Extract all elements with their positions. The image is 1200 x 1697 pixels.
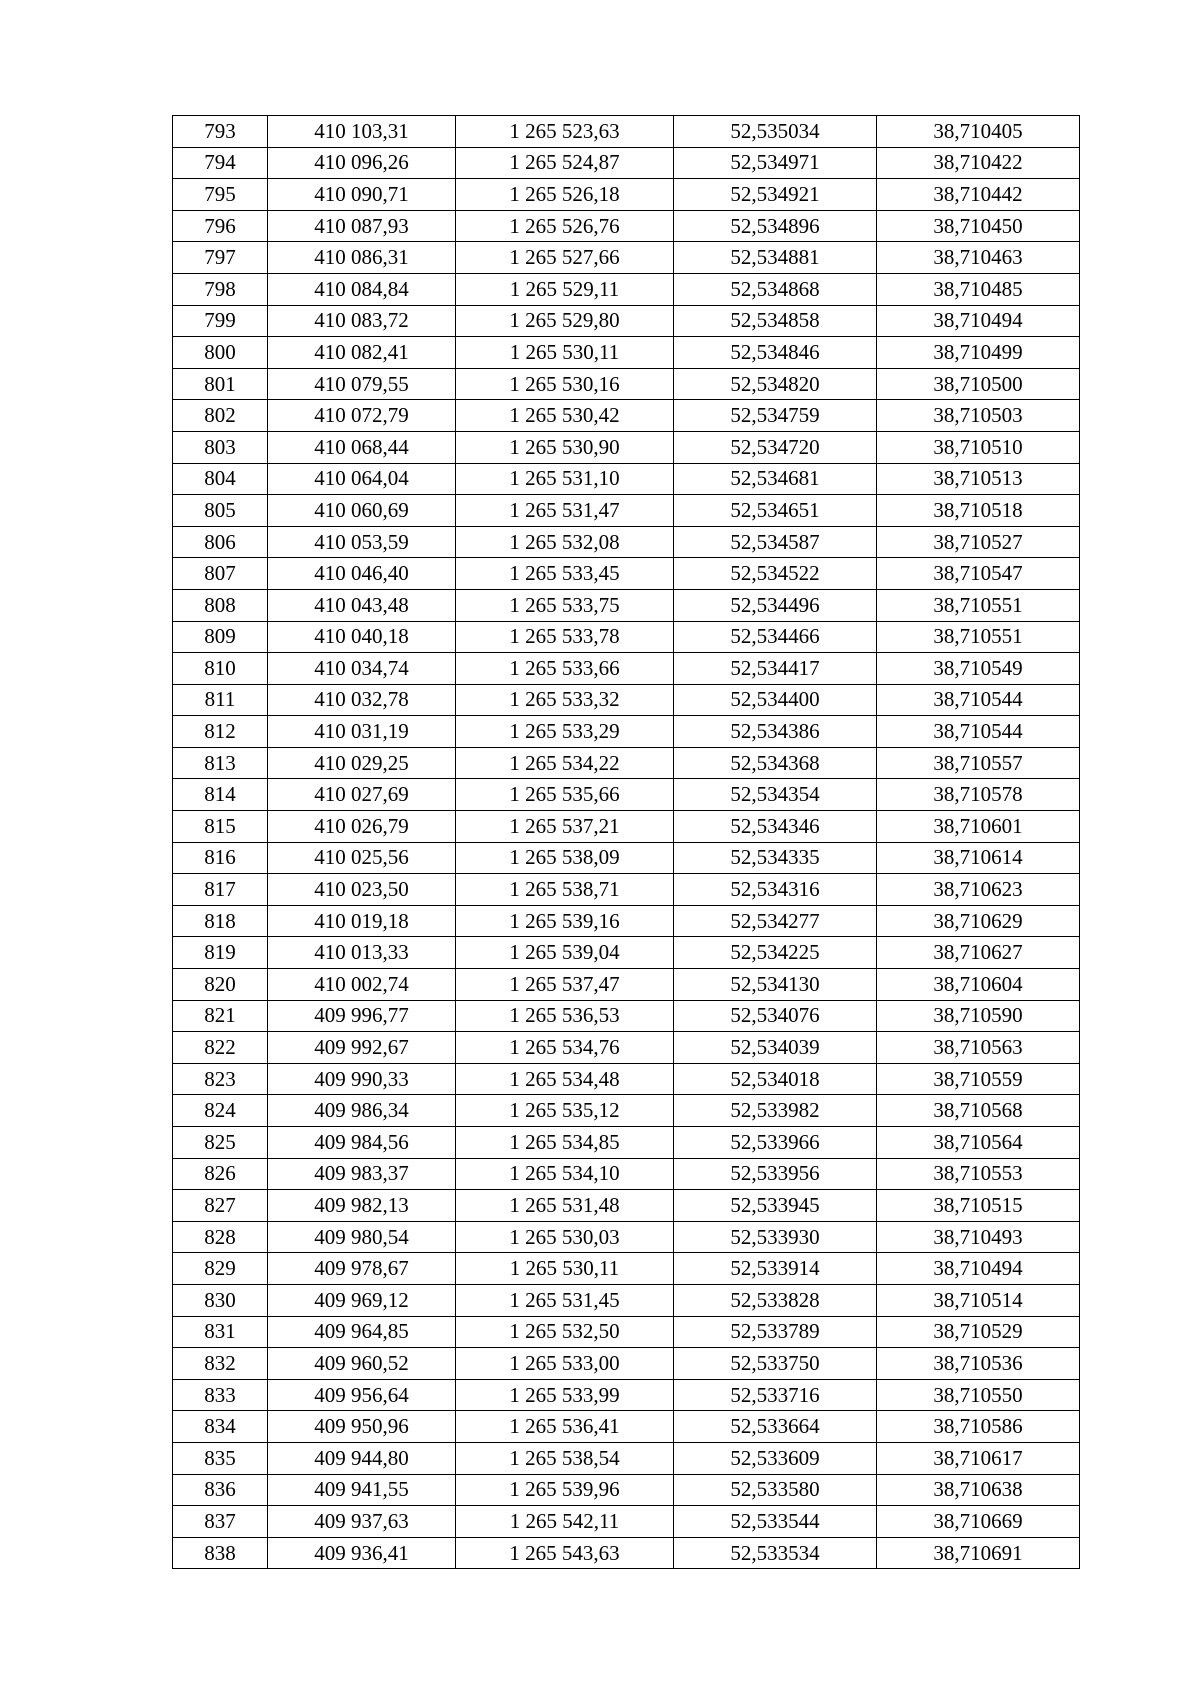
- table-row: [173, 1221, 1080, 1253]
- table-row: [173, 969, 1080, 1001]
- y-coordinate-cell: 1 265 533,66: [456, 653, 674, 685]
- latitude-cell: 52,534971: [674, 147, 877, 179]
- y-coordinate-cell: 1 265 538,71: [456, 874, 674, 906]
- longitude-cell: 38,710536: [877, 1348, 1080, 1380]
- point-number-cell: 811: [173, 684, 268, 716]
- point-number-cell: 815: [173, 811, 268, 843]
- table-row: [173, 116, 1080, 148]
- longitude-cell: 38,710450: [877, 210, 1080, 242]
- y-coordinate-cell: 1 265 529,11: [456, 273, 674, 305]
- x-coordinate-cell: 410 053,59: [268, 526, 456, 558]
- latitude-cell: 52,533580: [674, 1474, 877, 1506]
- point-number-cell: 795: [173, 179, 268, 211]
- table-row: [173, 210, 1080, 242]
- y-coordinate-cell: 1 265 532,08: [456, 526, 674, 558]
- latitude-cell: 52,533930: [674, 1221, 877, 1253]
- latitude-cell: 52,533956: [674, 1158, 877, 1190]
- latitude-cell: 52,533789: [674, 1316, 877, 1348]
- table-row: [173, 1190, 1080, 1222]
- latitude-cell: 52,534386: [674, 716, 877, 748]
- longitude-cell: 38,710529: [877, 1316, 1080, 1348]
- latitude-cell: 52,534881: [674, 242, 877, 274]
- x-coordinate-cell: 409 982,13: [268, 1190, 456, 1222]
- longitude-cell: 38,710485: [877, 273, 1080, 305]
- y-coordinate-cell: 1 265 534,22: [456, 747, 674, 779]
- y-coordinate-cell: 1 265 542,11: [456, 1506, 674, 1538]
- longitude-cell: 38,710422: [877, 147, 1080, 179]
- y-coordinate-cell: 1 265 536,41: [456, 1411, 674, 1443]
- latitude-cell: 52,534846: [674, 337, 877, 369]
- point-number-cell: 824: [173, 1095, 268, 1127]
- table-row: [173, 1253, 1080, 1285]
- table-row: [173, 526, 1080, 558]
- table-row: [173, 1537, 1080, 1569]
- point-number-cell: 825: [173, 1127, 268, 1159]
- x-coordinate-cell: 410 064,04: [268, 463, 456, 495]
- table-row: [173, 1284, 1080, 1316]
- x-coordinate-cell: 409 978,67: [268, 1253, 456, 1285]
- point-number-cell: 814: [173, 779, 268, 811]
- longitude-cell: 38,710590: [877, 1000, 1080, 1032]
- latitude-cell: 52,533534: [674, 1537, 877, 1569]
- point-number-cell: 796: [173, 210, 268, 242]
- longitude-cell: 38,710513: [877, 463, 1080, 495]
- longitude-cell: 38,710614: [877, 842, 1080, 874]
- longitude-cell: 38,710669: [877, 1506, 1080, 1538]
- y-coordinate-cell: 1 265 539,16: [456, 905, 674, 937]
- point-number-cell: 806: [173, 526, 268, 558]
- y-coordinate-cell: 1 265 535,66: [456, 779, 674, 811]
- y-coordinate-cell: 1 265 530,11: [456, 337, 674, 369]
- longitude-cell: 38,710442: [877, 179, 1080, 211]
- x-coordinate-cell: 410 096,26: [268, 147, 456, 179]
- table-row: [173, 1032, 1080, 1064]
- y-coordinate-cell: 1 265 530,11: [456, 1253, 674, 1285]
- y-coordinate-cell: 1 265 524,87: [456, 147, 674, 179]
- y-coordinate-cell: 1 265 537,21: [456, 811, 674, 843]
- latitude-cell: 52,534858: [674, 305, 877, 337]
- y-coordinate-cell: 1 265 536,53: [456, 1000, 674, 1032]
- latitude-cell: 52,534681: [674, 463, 877, 495]
- longitude-cell: 38,710503: [877, 400, 1080, 432]
- longitude-cell: 38,710563: [877, 1032, 1080, 1064]
- table-row: [173, 1095, 1080, 1127]
- longitude-cell: 38,710499: [877, 337, 1080, 369]
- table-row: [173, 1506, 1080, 1538]
- y-coordinate-cell: 1 265 526,76: [456, 210, 674, 242]
- point-number-cell: 817: [173, 874, 268, 906]
- latitude-cell: 52,533716: [674, 1379, 877, 1411]
- x-coordinate-cell: 410 090,71: [268, 179, 456, 211]
- table-row: [173, 147, 1080, 179]
- latitude-cell: 52,533982: [674, 1095, 877, 1127]
- longitude-cell: 38,710553: [877, 1158, 1080, 1190]
- table-row: [173, 337, 1080, 369]
- longitude-cell: 38,710629: [877, 905, 1080, 937]
- longitude-cell: 38,710627: [877, 937, 1080, 969]
- x-coordinate-cell: 409 950,96: [268, 1411, 456, 1443]
- y-coordinate-cell: 1 265 533,32: [456, 684, 674, 716]
- table-row: [173, 589, 1080, 621]
- longitude-cell: 38,710623: [877, 874, 1080, 906]
- point-number-cell: 832: [173, 1348, 268, 1380]
- latitude-cell: 52,533828: [674, 1284, 877, 1316]
- x-coordinate-cell: 410 060,69: [268, 495, 456, 527]
- longitude-cell: 38,710494: [877, 1253, 1080, 1285]
- table-row: [173, 842, 1080, 874]
- x-coordinate-cell: 410 087,93: [268, 210, 456, 242]
- x-coordinate-cell: 409 992,67: [268, 1032, 456, 1064]
- x-coordinate-cell: 409 937,63: [268, 1506, 456, 1538]
- latitude-cell: 52,534225: [674, 937, 877, 969]
- table-row: [173, 905, 1080, 937]
- x-coordinate-cell: 410 002,74: [268, 969, 456, 1001]
- latitude-cell: 52,534039: [674, 1032, 877, 1064]
- y-coordinate-cell: 1 265 523,63: [456, 116, 674, 148]
- coordinates-table-body: [173, 116, 1080, 1569]
- longitude-cell: 38,710601: [877, 811, 1080, 843]
- x-coordinate-cell: 409 960,52: [268, 1348, 456, 1380]
- x-coordinate-cell: 409 996,77: [268, 1000, 456, 1032]
- point-number-cell: 819: [173, 937, 268, 969]
- y-coordinate-cell: 1 265 529,80: [456, 305, 674, 337]
- table-row: [173, 1000, 1080, 1032]
- longitude-cell: 38,710493: [877, 1221, 1080, 1253]
- x-coordinate-cell: 410 084,84: [268, 273, 456, 305]
- table-row: [173, 1442, 1080, 1474]
- point-number-cell: 807: [173, 558, 268, 590]
- longitude-cell: 38,710527: [877, 526, 1080, 558]
- x-coordinate-cell: 410 027,69: [268, 779, 456, 811]
- x-coordinate-cell: 410 086,31: [268, 242, 456, 274]
- longitude-cell: 38,710568: [877, 1095, 1080, 1127]
- x-coordinate-cell: 409 969,12: [268, 1284, 456, 1316]
- table-row: [173, 400, 1080, 432]
- point-number-cell: 836: [173, 1474, 268, 1506]
- latitude-cell: 52,534417: [674, 653, 877, 685]
- table-row: [173, 179, 1080, 211]
- x-coordinate-cell: 410 026,79: [268, 811, 456, 843]
- latitude-cell: 52,534018: [674, 1063, 877, 1095]
- longitude-cell: 38,710515: [877, 1190, 1080, 1222]
- latitude-cell: 52,533914: [674, 1253, 877, 1285]
- x-coordinate-cell: 409 983,37: [268, 1158, 456, 1190]
- y-coordinate-cell: 1 265 533,45: [456, 558, 674, 590]
- point-number-cell: 802: [173, 400, 268, 432]
- y-coordinate-cell: 1 265 535,12: [456, 1095, 674, 1127]
- latitude-cell: 52,535034: [674, 116, 877, 148]
- longitude-cell: 38,710494: [877, 305, 1080, 337]
- table-row: [173, 779, 1080, 811]
- point-number-cell: 813: [173, 747, 268, 779]
- y-coordinate-cell: 1 265 532,50: [456, 1316, 674, 1348]
- y-coordinate-cell: 1 265 531,45: [456, 1284, 674, 1316]
- table-row: [173, 1348, 1080, 1380]
- y-coordinate-cell: 1 265 537,47: [456, 969, 674, 1001]
- table-row: [173, 368, 1080, 400]
- longitude-cell: 38,710617: [877, 1442, 1080, 1474]
- latitude-cell: 52,534130: [674, 969, 877, 1001]
- table-row: [173, 621, 1080, 653]
- point-number-cell: 816: [173, 842, 268, 874]
- y-coordinate-cell: 1 265 531,47: [456, 495, 674, 527]
- x-coordinate-cell: 410 040,18: [268, 621, 456, 653]
- point-number-cell: 822: [173, 1032, 268, 1064]
- y-coordinate-cell: 1 265 530,03: [456, 1221, 674, 1253]
- y-coordinate-cell: 1 265 539,96: [456, 1474, 674, 1506]
- x-coordinate-cell: 410 072,79: [268, 400, 456, 432]
- point-number-cell: 829: [173, 1253, 268, 1285]
- x-coordinate-cell: 410 046,40: [268, 558, 456, 590]
- latitude-cell: 52,534277: [674, 905, 877, 937]
- table-row: [173, 1316, 1080, 1348]
- point-number-cell: 798: [173, 273, 268, 305]
- y-coordinate-cell: 1 265 526,18: [456, 179, 674, 211]
- y-coordinate-cell: 1 265 539,04: [456, 937, 674, 969]
- longitude-cell: 38,710510: [877, 431, 1080, 463]
- latitude-cell: 52,534368: [674, 747, 877, 779]
- point-number-cell: 820: [173, 969, 268, 1001]
- point-number-cell: 837: [173, 1506, 268, 1538]
- x-coordinate-cell: 410 025,56: [268, 842, 456, 874]
- x-coordinate-cell: 409 956,64: [268, 1379, 456, 1411]
- x-coordinate-cell: 409 964,85: [268, 1316, 456, 1348]
- x-coordinate-cell: 410 079,55: [268, 368, 456, 400]
- latitude-cell: 52,533945: [674, 1190, 877, 1222]
- y-coordinate-cell: 1 265 533,29: [456, 716, 674, 748]
- table-row: [173, 1063, 1080, 1095]
- table-row: [173, 716, 1080, 748]
- longitude-cell: 38,710550: [877, 1379, 1080, 1411]
- table-row: [173, 684, 1080, 716]
- latitude-cell: 52,533664: [674, 1411, 877, 1443]
- y-coordinate-cell: 1 265 533,00: [456, 1348, 674, 1380]
- longitude-cell: 38,710544: [877, 716, 1080, 748]
- x-coordinate-cell: 409 980,54: [268, 1221, 456, 1253]
- point-number-cell: 805: [173, 495, 268, 527]
- table-row: [173, 1411, 1080, 1443]
- point-number-cell: 809: [173, 621, 268, 653]
- y-coordinate-cell: 1 265 538,09: [456, 842, 674, 874]
- y-coordinate-cell: 1 265 533,78: [456, 621, 674, 653]
- x-coordinate-cell: 410 082,41: [268, 337, 456, 369]
- latitude-cell: 52,534466: [674, 621, 877, 653]
- y-coordinate-cell: 1 265 530,90: [456, 431, 674, 463]
- x-coordinate-cell: 410 083,72: [268, 305, 456, 337]
- latitude-cell: 52,533544: [674, 1506, 877, 1538]
- latitude-cell: 52,534346: [674, 811, 877, 843]
- x-coordinate-cell: 410 034,74: [268, 653, 456, 685]
- latitude-cell: 52,534651: [674, 495, 877, 527]
- latitude-cell: 52,533966: [674, 1127, 877, 1159]
- point-number-cell: 812: [173, 716, 268, 748]
- latitude-cell: 52,534820: [674, 368, 877, 400]
- x-coordinate-cell: 410 032,78: [268, 684, 456, 716]
- y-coordinate-cell: 1 265 534,76: [456, 1032, 674, 1064]
- longitude-cell: 38,710405: [877, 116, 1080, 148]
- point-number-cell: 818: [173, 905, 268, 937]
- table-row: [173, 1379, 1080, 1411]
- latitude-cell: 52,534759: [674, 400, 877, 432]
- table-row: [173, 653, 1080, 685]
- longitude-cell: 38,710559: [877, 1063, 1080, 1095]
- latitude-cell: 52,534868: [674, 273, 877, 305]
- point-number-cell: 828: [173, 1221, 268, 1253]
- longitude-cell: 38,710518: [877, 495, 1080, 527]
- table-row: [173, 463, 1080, 495]
- x-coordinate-cell: 410 023,50: [268, 874, 456, 906]
- table-row: [173, 1158, 1080, 1190]
- point-number-cell: 821: [173, 1000, 268, 1032]
- latitude-cell: 52,534316: [674, 874, 877, 906]
- point-number-cell: 833: [173, 1379, 268, 1411]
- point-number-cell: 803: [173, 431, 268, 463]
- y-coordinate-cell: 1 265 527,66: [456, 242, 674, 274]
- latitude-cell: 52,533750: [674, 1348, 877, 1380]
- longitude-cell: 38,710578: [877, 779, 1080, 811]
- longitude-cell: 38,710547: [877, 558, 1080, 590]
- y-coordinate-cell: 1 265 531,10: [456, 463, 674, 495]
- x-coordinate-cell: 410 031,19: [268, 716, 456, 748]
- y-coordinate-cell: 1 265 533,75: [456, 589, 674, 621]
- table-row: [173, 811, 1080, 843]
- table-row: [173, 305, 1080, 337]
- point-number-cell: 838: [173, 1537, 268, 1569]
- point-number-cell: 823: [173, 1063, 268, 1095]
- x-coordinate-cell: 409 986,34: [268, 1095, 456, 1127]
- table-row: [173, 273, 1080, 305]
- point-number-cell: 827: [173, 1190, 268, 1222]
- latitude-cell: 52,534522: [674, 558, 877, 590]
- x-coordinate-cell: 410 103,31: [268, 116, 456, 148]
- x-coordinate-cell: 410 013,33: [268, 937, 456, 969]
- latitude-cell: 52,534076: [674, 1000, 877, 1032]
- table-row: [173, 747, 1080, 779]
- y-coordinate-cell: 1 265 534,85: [456, 1127, 674, 1159]
- x-coordinate-cell: 409 941,55: [268, 1474, 456, 1506]
- longitude-cell: 38,710549: [877, 653, 1080, 685]
- x-coordinate-cell: 410 029,25: [268, 747, 456, 779]
- latitude-cell: 52,534896: [674, 210, 877, 242]
- longitude-cell: 38,710564: [877, 1127, 1080, 1159]
- longitude-cell: 38,710586: [877, 1411, 1080, 1443]
- table-row: [173, 431, 1080, 463]
- coordinates-table: [172, 115, 1080, 1569]
- table-row: [173, 242, 1080, 274]
- x-coordinate-cell: 409 944,80: [268, 1442, 456, 1474]
- latitude-cell: 52,534354: [674, 779, 877, 811]
- y-coordinate-cell: 1 265 531,48: [456, 1190, 674, 1222]
- x-coordinate-cell: 409 984,56: [268, 1127, 456, 1159]
- y-coordinate-cell: 1 265 538,54: [456, 1442, 674, 1474]
- latitude-cell: 52,534335: [674, 842, 877, 874]
- table-row: [173, 1474, 1080, 1506]
- longitude-cell: 38,710638: [877, 1474, 1080, 1506]
- point-number-cell: 810: [173, 653, 268, 685]
- point-number-cell: 826: [173, 1158, 268, 1190]
- table-row: [173, 558, 1080, 590]
- point-number-cell: 830: [173, 1284, 268, 1316]
- y-coordinate-cell: 1 265 530,16: [456, 368, 674, 400]
- point-number-cell: 793: [173, 116, 268, 148]
- point-number-cell: 801: [173, 368, 268, 400]
- point-number-cell: 799: [173, 305, 268, 337]
- longitude-cell: 38,710604: [877, 969, 1080, 1001]
- y-coordinate-cell: 1 265 530,42: [456, 400, 674, 432]
- point-number-cell: 831: [173, 1316, 268, 1348]
- latitude-cell: 52,534587: [674, 526, 877, 558]
- x-coordinate-cell: 409 990,33: [268, 1063, 456, 1095]
- latitude-cell: 52,534496: [674, 589, 877, 621]
- y-coordinate-cell: 1 265 534,48: [456, 1063, 674, 1095]
- point-number-cell: 800: [173, 337, 268, 369]
- y-coordinate-cell: 1 265 533,99: [456, 1379, 674, 1411]
- x-coordinate-cell: 410 019,18: [268, 905, 456, 937]
- point-number-cell: 797: [173, 242, 268, 274]
- x-coordinate-cell: 409 936,41: [268, 1537, 456, 1569]
- latitude-cell: 52,534400: [674, 684, 877, 716]
- table-row: [173, 937, 1080, 969]
- table-row: [173, 1127, 1080, 1159]
- latitude-cell: 52,533609: [674, 1442, 877, 1474]
- point-number-cell: 808: [173, 589, 268, 621]
- longitude-cell: 38,710514: [877, 1284, 1080, 1316]
- point-number-cell: 835: [173, 1442, 268, 1474]
- y-coordinate-cell: 1 265 543,63: [456, 1537, 674, 1569]
- y-coordinate-cell: 1 265 534,10: [456, 1158, 674, 1190]
- longitude-cell: 38,710463: [877, 242, 1080, 274]
- latitude-cell: 52,534720: [674, 431, 877, 463]
- point-number-cell: 804: [173, 463, 268, 495]
- longitude-cell: 38,710551: [877, 589, 1080, 621]
- table-row: [173, 495, 1080, 527]
- x-coordinate-cell: 410 043,48: [268, 589, 456, 621]
- longitude-cell: 38,710691: [877, 1537, 1080, 1569]
- latitude-cell: 52,534921: [674, 179, 877, 211]
- x-coordinate-cell: 410 068,44: [268, 431, 456, 463]
- point-number-cell: 794: [173, 147, 268, 179]
- longitude-cell: 38,710500: [877, 368, 1080, 400]
- point-number-cell: 834: [173, 1411, 268, 1443]
- longitude-cell: 38,710551: [877, 621, 1080, 653]
- table-row: [173, 874, 1080, 906]
- longitude-cell: 38,710557: [877, 747, 1080, 779]
- longitude-cell: 38,710544: [877, 684, 1080, 716]
